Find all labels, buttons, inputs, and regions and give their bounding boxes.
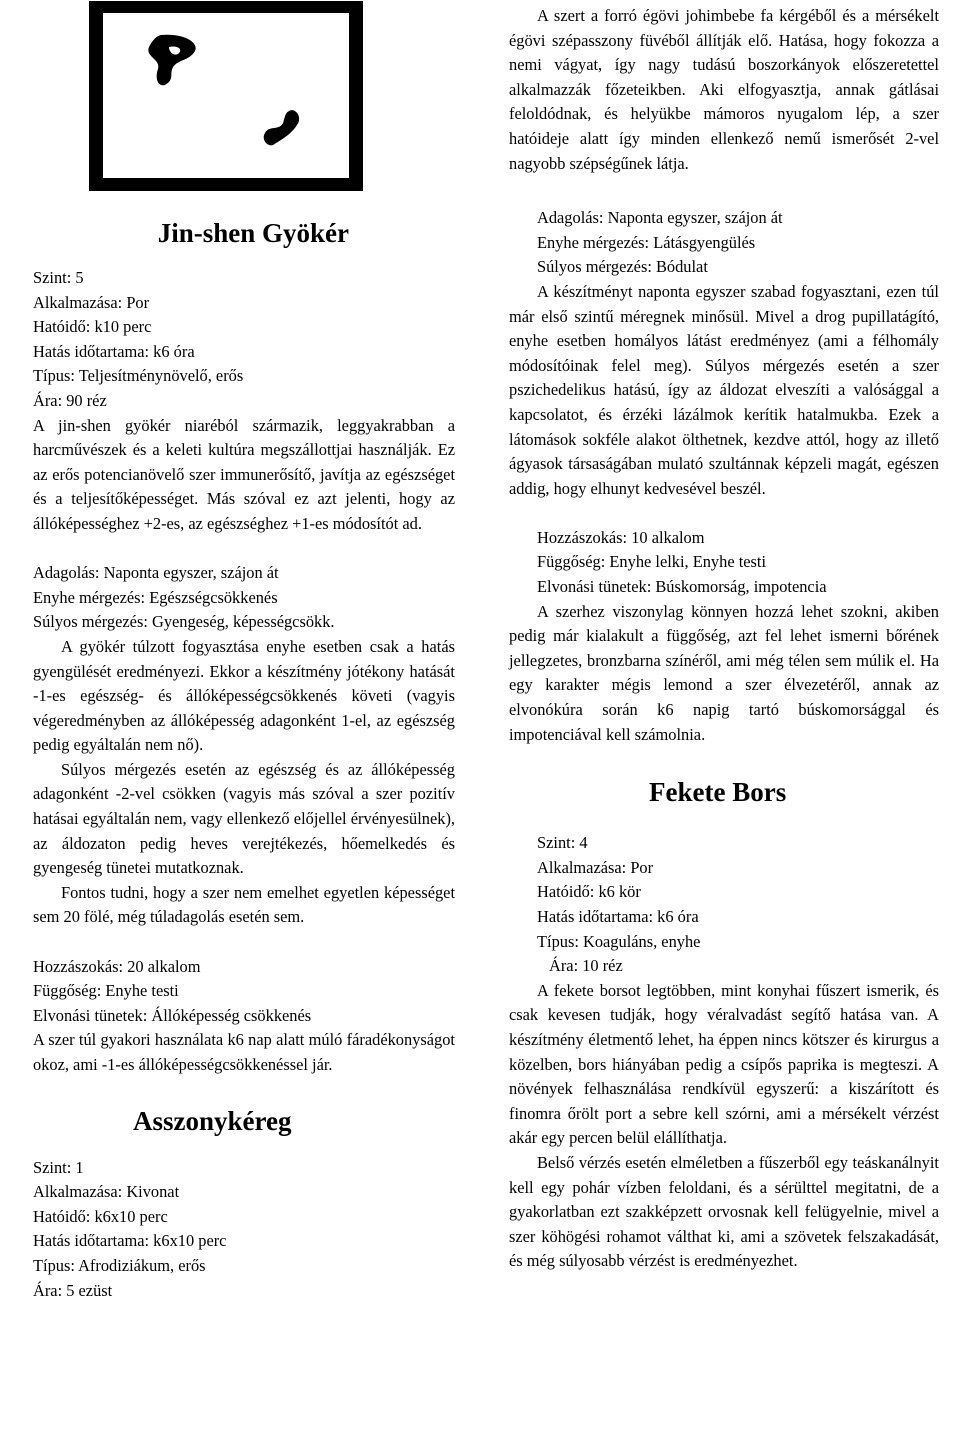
dose-row: Adagolás: Naponta egyszer, szájon át	[33, 563, 279, 583]
stat-row: Szint: 1	[33, 1157, 84, 1177]
jinshen-addiction-description: A szer túl gyakori használata k6 nap alatt múló fáradékonyságot okoz, ami -1-es állóképességcsökkenéssel jár.	[33, 1030, 455, 1074]
fekete-description-2: Belső vérzés esetén elméletben a fűszerből egy teáskanálnyit kell egy pohár vízben feloldani, és a sérülttel megitatni, de a gyakorlatban ezt szakképzett orvosnak kell felügyelnie, mivel a szer köhögési rohamot válthat ki, ami a szövetek felszakadását, és még súlyosabb vérzést is eredményezhet.	[509, 1152, 939, 1271]
stat-row: Ára: 90 réz	[33, 390, 107, 410]
dose-row: Enyhe mérgezés: Látásgyengülés	[537, 232, 756, 252]
stat-row: Hatás időtartama: k6 óra	[33, 341, 195, 361]
dose-row: Súlyos mérgezés: Bódulat	[537, 257, 708, 277]
stat-row: Szint: 4	[537, 833, 588, 853]
addict-row: Függőség: Enyhe lelki, Enyhe testi	[537, 552, 767, 572]
dose-row: Adagolás: Naponta egyszer, szájon át	[537, 208, 783, 228]
asszony-addiction	[509, 526, 939, 600]
addict-row: Hozzászokás: 20 alkalom	[33, 956, 201, 976]
section-title-asszonykereg: Asszonykéreg	[133, 1105, 292, 1136]
addict-row: Függőség: Enyhe testi	[33, 981, 179, 1001]
jinshen-poison-3: Fontos tudni, hogy a szer nem emelhet egyetlen képességet sem 20 fölé, még túladagolás esetén sem.	[33, 882, 455, 927]
jinshen-poison-2: Súlyos mérgezés esetén az egészség és az állóképesség adagonként -2-vel csökken (vagyis más szóval a szer pozitív hatásai egyáltalán nem, vagy ellenkező előjellel érvényesülnek), az áldozaton pedig heves verejtékezés, hőemelkedés és gyengeség tünetei mutatkoznak.	[33, 759, 455, 878]
dose-row: Enyhe mérgezés: Egészségcsökkenés	[33, 587, 278, 607]
left-column	[33, 0, 455, 1303]
stat-row: Alkalmazása: Kivonat	[33, 1182, 180, 1202]
jinshen-dosage	[33, 561, 455, 635]
stat-row: Típus: Koaguláns, enyhe	[537, 931, 701, 951]
stat-row: Szint: 5	[33, 268, 84, 287]
addict-row: Elvonási tünetek: Búskomorság, impotencia	[537, 577, 827, 597]
stat-row: Típus: Teljesítménynövelő, erős	[33, 366, 244, 386]
asszony-intro: A szert a forró égövi johimbebe fa kérgéből és a mérsékelt égövi szépasszony füvéből állítják elő. Hatása, hogy fokozza a nemi vágyat, így nagy tudású boszorkányok előszeretettel alkalmazzák főzeteikben. Aki elfogyasztja, annak gátlásai feloldódnak, és helyükbe mámoros nyugalom lép, a szer hatóideje alatt így minden ellenkező nemű ismerősét 2-vel nagyobb szépségűnek látja.	[509, 6, 939, 173]
asszony-poison: A készítményt naponta egyszer szabad fogyasztani, ezen túl már első szintű méregnek minősül. Mivel a drog pupillatágító, enyhe esetben homályos látást eredményez (ami a félhomály módosítóinak felel meg). Súlyos mérgezés esetén a szer pszichedelikus hatású, így az áldozat elveszíti a valósággal a kapcsolatot, és érzéki lázálmok kerítik hatalmukba. Ezek a látomások sokféle alakot ölthetnek, kezdve attól, hogy az illető ágyasok társaságában mulató szultánnak képzeli magát, egészen addig, hogy elhunyt kedvesével beszél.	[509, 281, 939, 498]
addict-row: Elvonási tünetek: Állóképesség csökkenés	[33, 1005, 312, 1025]
jinshen-poison-1: A gyökér túlzott fogyasztása enyhe esetben csak a hatás gyengülését eredményezi. Ekkor a készítmény jótékony hatását -1-es egészség- és állóképességcsökkenés követi (vagyis végeredményben az állóképesség adagonként 1-el, az egészség pedig egyáltalán nem nő).	[33, 636, 455, 755]
stat-row: Hatóidő: k6 kör	[537, 882, 641, 902]
addict-row: Hozzászokás: 10 alkalom	[537, 527, 705, 547]
stat-row: Alkalmazása: Por	[33, 292, 150, 312]
right-column	[509, 0, 939, 1274]
jinshen-stats	[33, 266, 455, 414]
stat-row: Alkalmazása: Por	[537, 857, 654, 877]
jinshen-addiction	[33, 955, 455, 1029]
stat-row: Hatás időtartama: k6 óra	[537, 907, 699, 926]
stat-row: Ára: 5 ezüst	[33, 1280, 113, 1300]
jinshen-description: A jin-shen gyökér niaréból származik, leggyakrabban a harcművészek és a keleti kultúra megszállottjai használják. Ez az erős potencianövelő szer immunerősítő, javítja az egészséget és a teljesítőképességet. Más szóval ez azt jelenti, hogy az állóképességhez +2-es, az egészséghez +1-es módosítót ad.	[33, 415, 455, 533]
fekete-stats	[509, 831, 939, 979]
stat-row: Hatóidő: k6x10 perc	[33, 1206, 168, 1226]
asszony-stats	[33, 1156, 455, 1304]
stat-row: Hatóidő: k10 perc	[33, 317, 152, 337]
fekete-description-1: A fekete borsot legtöbben, mint konyhai fűszert ismerik, és csak kevesen tudják, hogy véralvadást segítő hatása van. A készítmény életmentő lehet, ha éppen nincs kötszer és kirurgus a közelben, bors hiányában pedig a csípős paprika is megteszi. A növények felhasználása rendkívül egyszerű: a kiszárított és finomra őrölt port a sebre kell szórni, ami a mérsékelt vérzést akár egy percen belül elállíthatja.	[509, 980, 939, 1148]
asszony-dosage	[509, 206, 939, 280]
section-title-jinshen: Jin-shen Gyökér	[157, 218, 349, 248]
stat-row: Hatás időtartama: k6x10 perc	[33, 1231, 227, 1251]
dose-row: Súlyos mérgezés: Gyengeség, képességcsökk.	[33, 612, 335, 632]
section-title-fekete-bors: Fekete Bors	[649, 777, 787, 808]
stat-row: Típus: Afrodiziákum, erős	[33, 1255, 206, 1275]
stat-row: Ára: 10 réz	[549, 956, 623, 976]
asszony-addiction-description: A szerhez viszonylag könnyen hozzá lehet szokni, akiben pedig már kialakult a függőség, azt fel lehet ismerni bőrének jellegzetes, bronzbarna színéről, ami még télen sem múlik el. Ha egy karakter mégis lemond a szer élvezetéről, annak az elvonókúra során k6 napig tartó búskomorsággal és impotenciával kell számolnia.	[509, 601, 939, 744]
